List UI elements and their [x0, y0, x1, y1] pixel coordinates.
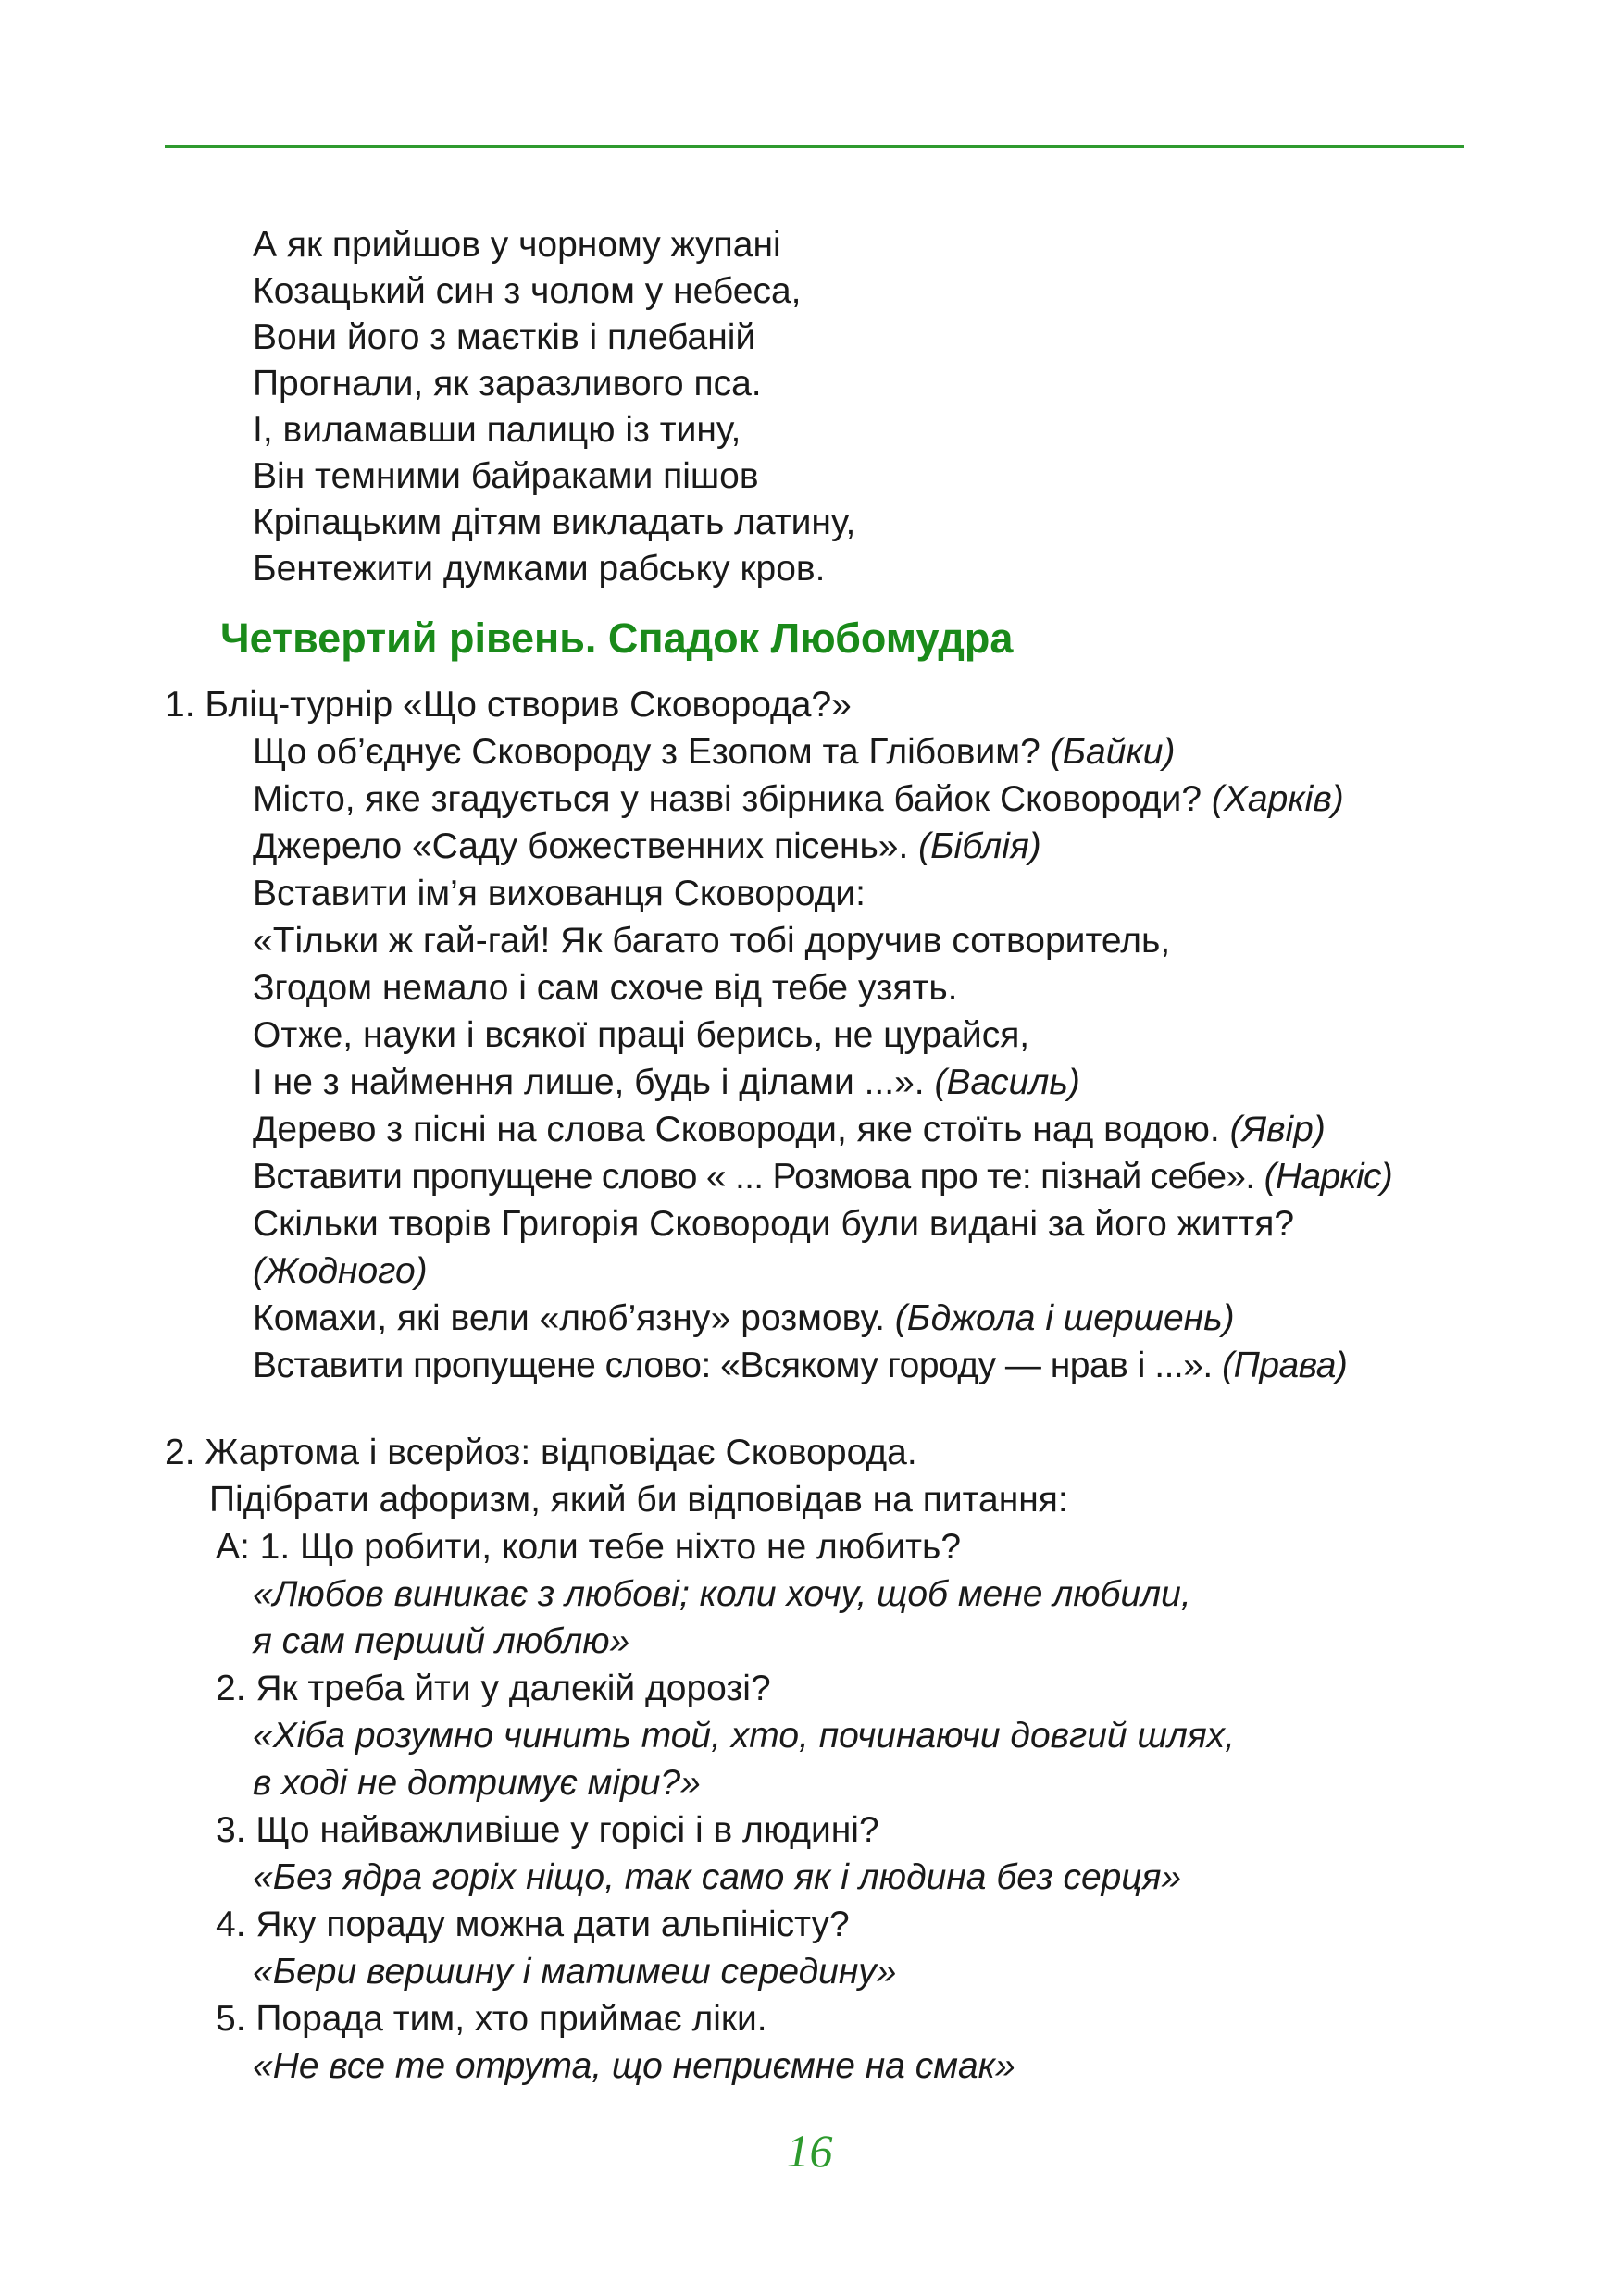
- section-heading: Четвертий рівень. Спадок Любомудра: [220, 614, 1014, 662]
- task-1-title: 1. Бліц-турнір «Що створив Сковорода?»: [165, 685, 852, 725]
- quiz-answer: (Василь): [934, 1062, 1080, 1102]
- quiz-answer: (Біблія): [918, 826, 1041, 866]
- quiz-item: [253, 1154, 1392, 1200]
- task-2-instruction: Підібрати афоризм, який би відповідав на питання:: [209, 1480, 1068, 1520]
- aphorism-quote: «Бери вершину і матимеш середину»: [253, 1952, 897, 1992]
- aphorism-quote: я сам перший люблю»: [253, 1621, 630, 1661]
- quiz-item: [253, 965, 957, 1011]
- poem-line: А як прийшов у чорному жупані: [253, 225, 781, 265]
- quiz-item: [253, 776, 1344, 823]
- quiz-item: [253, 918, 1170, 964]
- quiz-item: [253, 1060, 1080, 1106]
- quiz-question: Вставити пропущене слово: «Всякому городу — нрав і ...».: [253, 1346, 1223, 1385]
- poem-line: Козацький син з чолом у небеса,: [253, 271, 802, 311]
- quiz-question: І не з наймення лише, будь і ділами ...».: [253, 1062, 935, 1102]
- poem-line: Кріпацьким дітям викладать латину,: [253, 503, 856, 542]
- quiz-item: [253, 1248, 428, 1295]
- aphorism-quote: «Не все те отрута, що неприємне на смак»: [253, 2046, 1015, 2086]
- aphorism-quote: «Без ядра горіх ніщо, так само як і людина без серця»: [253, 1857, 1182, 1897]
- aphorism-question: 3. Що найважливіше у горісі і в людині?: [216, 1810, 879, 1850]
- quiz-question: Дерево з пісні на слова Сковороди, яке стоїть над водою.: [253, 1110, 1230, 1149]
- quiz-item: [253, 824, 1041, 870]
- quiz-answer: (Харків): [1211, 779, 1344, 819]
- quiz-item: [253, 1343, 1347, 1389]
- quiz-answer: (Явір): [1229, 1110, 1326, 1149]
- quiz-answer: (Бджола і шершень): [894, 1298, 1235, 1338]
- quiz-answer: (Байки): [1050, 732, 1176, 772]
- quiz-item: [253, 1012, 1029, 1059]
- aphorism-question: А: 1. Що робити, коли тебе ніхто не любить?: [216, 1527, 962, 1567]
- quiz-question: Місто, яке згадується у назві збірника байок Сковороди?: [253, 779, 1212, 819]
- quiz-item: [253, 729, 1175, 776]
- aphorism-question: 4. Яку пораду можна дати альпіністу?: [216, 1905, 850, 1944]
- aphorism-quote: «Любов виникає з любові; коли хочу, щоб мене любили,: [253, 1574, 1191, 1614]
- quiz-question: Вставити пропущене слово « ... Розмова про те: пізнай себе».: [253, 1157, 1264, 1197]
- aphorism-question: 5. Порада тим, хто приймає ліки.: [216, 1999, 767, 2039]
- quiz-question: Скільки творів Григорія Сковороди були видані за його життя?: [253, 1204, 1295, 1244]
- poem-line: Він темними байраками пішов: [253, 456, 759, 496]
- quiz-answer: (Жодного): [253, 1251, 428, 1291]
- quiz-question: Згодом немало і сам схоче від тебе узять.: [253, 968, 958, 1008]
- quiz-item: [253, 1201, 1294, 1247]
- quiz-question: Вставити ім’я вихованця Сковороди:: [253, 874, 866, 913]
- aphorism-quote: «Хіба розумно чинить той, хто, починаючи довгий шлях,: [253, 1716, 1235, 1756]
- page-number: 16: [786, 2125, 833, 2177]
- aphorism-question: 2. Як треба йти у далекій дорозі?: [216, 1669, 771, 1708]
- poem-line: І, виламавши палицю із тину,: [253, 410, 741, 450]
- quiz-question: «Тільки ж гай-гай! Як багато тобі доручив сотворитель,: [253, 921, 1171, 961]
- quiz-question: Джерело «Саду божественних пісень».: [253, 826, 919, 866]
- top-rule: [165, 145, 1464, 148]
- quiz-question: Комахи, які вели «люб’язну» розмову.: [253, 1298, 895, 1338]
- aphorism-quote: в ході не дотримує міри?»: [253, 1763, 701, 1803]
- quiz-answer: (Наркіс): [1264, 1157, 1393, 1197]
- poem-line: Прогнали, як заразливого пса.: [253, 364, 762, 403]
- poem-line: Вони його з маєтків і плебаній: [253, 317, 756, 357]
- poem-line: Бентежити думками рабську кров.: [253, 549, 826, 589]
- task-2-title: 2. Жартома і всерйоз: відповідає Сковорода.: [165, 1433, 917, 1472]
- quiz-item: [253, 1296, 1235, 1342]
- quiz-question: Отже, науки і всякої праці берись, не цурайся,: [253, 1015, 1030, 1055]
- quiz-item: [253, 1107, 1326, 1153]
- quiz-answer: (Права): [1222, 1346, 1348, 1385]
- quiz-question: Що об’єднує Сковороду з Езопом та Глібовим?: [253, 732, 1051, 772]
- quiz-item: [253, 871, 866, 917]
